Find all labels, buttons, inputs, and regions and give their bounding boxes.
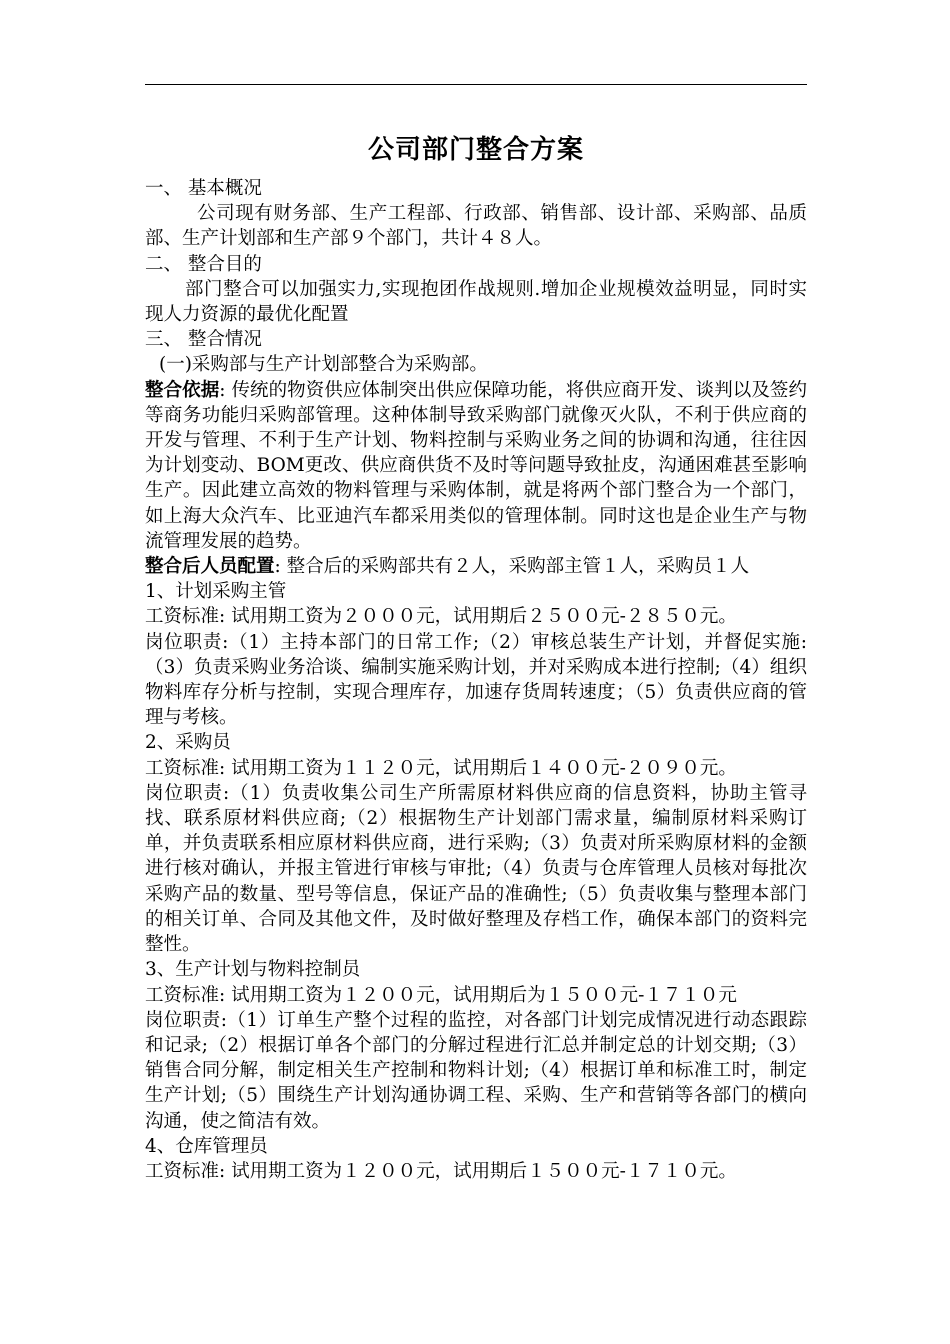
role-3-salary: 工资标准: 试用期工资为１２００元，试用期后为１５００元-１７１０元 <box>145 984 737 1006</box>
section-3-subheading: (一)采购部与生产计划部整合为采购部。 <box>159 354 488 376</box>
role-1-heading: 1、计划采购主管 <box>145 581 287 603</box>
role-4-salary: 工资标准: 试用期工资为１２００元，试用期后１５００元-１７１０元。 <box>145 1160 737 1182</box>
basis-label: 整合依据 <box>145 379 220 401</box>
basis-text: : 传统的物资供应体制突出供应保障功能，将供应商开发、谈判以及签约等商务功能归采购部管理。这种体制导致采购部门就像灭火队，不利于供应商的开发与管理、不利于生产计划、物料控制与采购业务之间的协调和沟通，往往因为计划变动、BOM更改、供应商供货不及时等问题导致扯皮，沟通困难甚至影响生产。因此建立高效的物料管理与采购体制，就是将两个部门整合为一个部门，如上海大众汽车、比亚迪汽车都采用类似的管理体制。同时这也是企业生产与物流管理发展的趋势。 <box>145 379 807 552</box>
section-2-heading: 二、 整合目的 <box>145 253 262 275</box>
role-2-heading: 2、采购员 <box>145 732 231 754</box>
role-2-salary: 工资标准: 试用期工资为１１２０元，试用期后１４００元-２０９０元。 <box>145 757 737 779</box>
role-3-heading: 3、生产计划与物料控制员 <box>145 959 361 981</box>
basis-paragraph <box>145 378 807 554</box>
section-3-heading: 三、 整合情况 <box>145 329 262 351</box>
role-4-heading: 4、仓库管理员 <box>145 1135 268 1157</box>
role-1-salary: 工资标准: 试用期工资为２０００元，试用期后２５００元-２８５０元。 <box>145 606 737 628</box>
section-1-heading: 一、 基本概况 <box>145 178 262 199</box>
document-title: 公司部门整合方案 <box>367 135 584 165</box>
staff-label: 整合后人员配置 <box>145 556 275 578</box>
role-2-duty: 岗位职责:（1）负责收集公司生产所需原材料供应商的信息资料，协助主管寻找、联系原材料供应商;（2）根据物生产计划部门需求量，编制原材料采购订单，并负责联系相应原材料供应商，进行采购;（3）负责对所采购原材料的金额进行核对确认，并报主管进行审核与审批;（4）负责与仓库管理人员核对每批次采购产品的数量、型号等信息，保证产品的准确性;（5）负责收集与整理本部门的相关订单、合同及其他文件，及时做好整理及存档工作，确保本部门的资料完整性。 <box>145 782 807 956</box>
staff-text: : 整合后的采购部共有２人，采购部主管１人，采购员１人 <box>274 556 750 578</box>
staff-paragraph <box>145 554 807 579</box>
role-1-duty: 岗位职责:（1）主持本部门的日常工作;（2）审核总装生产计划，并督促实施:（3）负责采购业务洽谈、编制实施采购计划，并对采购成本进行控制;（4）组织物料库存分析与控制，实现合理库存，加速存货周转速度；（5）负责供应商的管理与考核。 <box>145 631 807 729</box>
section-1-body: 公司现有财务部、生产工程部、行政部、销售部、设计部、采购部、品质部、生产计划部和生产部９个部门，共计４８人。 <box>145 203 807 250</box>
section-2-body: 部门整合可以加强实力,实现抱团作战规则.增加企业规模效益明显，同时实现人力资源的最优化配置 <box>145 278 807 326</box>
header-rule <box>145 84 807 85</box>
role-3-duty: 岗位职责:（1）订单生产整个过程的监控，对各部门计划完成情况进行动态跟踪和记录;（2）根据订单各个部门的分解过程进行汇总并制定总的计划交期;（3）销售合同分解，制定相关生产控制和物料计划;（4）根据订单和标准工时，制定生产计划;（5）围绕生产计划沟通协调工程、采购、生产和营销等各部门的横向沟通，使之简洁有效。 <box>145 1009 807 1132</box>
document-page <box>145 130 807 1184</box>
